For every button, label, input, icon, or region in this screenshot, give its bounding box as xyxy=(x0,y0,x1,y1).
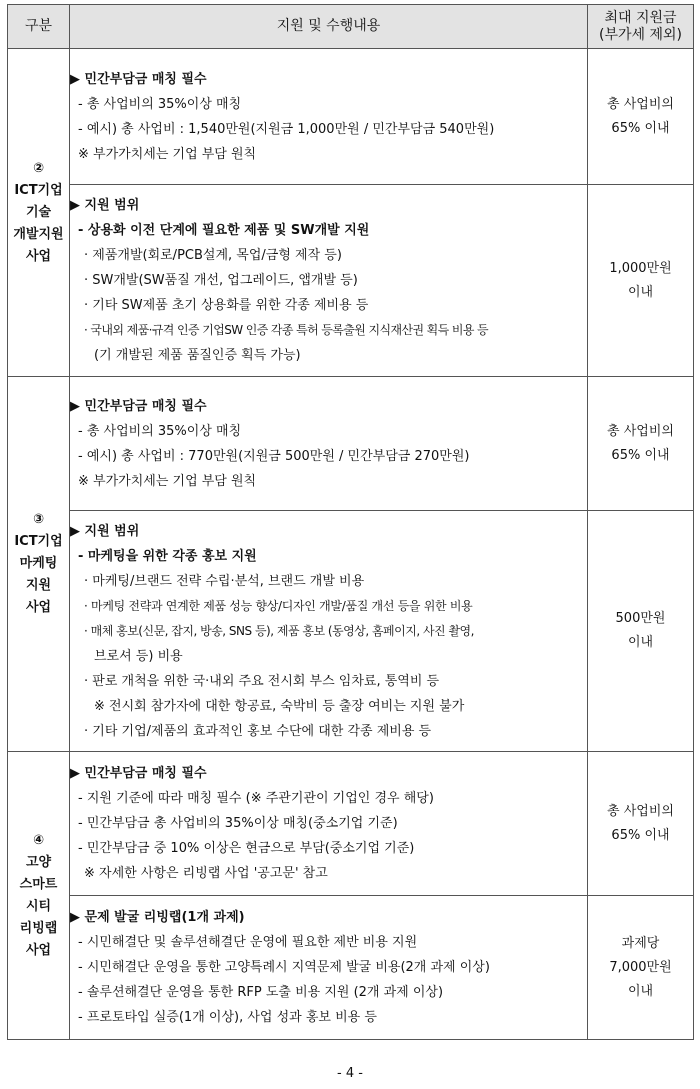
amount-line: 총 사업비의 xyxy=(607,803,674,819)
section-3-matching xyxy=(70,377,588,511)
block-title: ▶ 민간부담금 매칭 필수 xyxy=(70,398,207,414)
content-line: 브로셔 등) 비용 xyxy=(94,648,183,664)
content-line: - 예시) 총 사업비 : 770만원(지원금 500만원 / 민간부담금 270만원) xyxy=(78,448,470,464)
category-line: 마케팅 xyxy=(19,556,58,571)
header-content: 지원 및 수행내용 xyxy=(70,5,588,49)
content-line: · 매체 홍보(신문, 잡지, 방송, SNS 등), 제품 홍보 (동영상, 홈페이지, 사진 촬영, xyxy=(84,623,474,638)
category-line: 기술 xyxy=(25,204,52,220)
category-line: 지원 xyxy=(25,578,52,593)
amount-line: 65% 이내 xyxy=(611,120,670,136)
section-4-amount-a xyxy=(588,752,694,896)
section-4-livinglab xyxy=(70,896,588,1040)
category-line: 리빙랩 xyxy=(19,920,58,936)
block-title: ▶ 민간부담금 매칭 필수 xyxy=(70,71,207,87)
content-line: - 솔루션해결단 운영을 통한 RFP 도출 비용 지원 (2개 과제 이상) xyxy=(78,985,444,1000)
section-2-matching xyxy=(70,49,588,185)
content-line: - 총 사업비의 35%이상 매칭 xyxy=(78,96,242,112)
content-line: ※ 부가가치세는 기업 부담 원칙 xyxy=(78,146,257,162)
content-line: - 총 사업비의 35%이상 매칭 xyxy=(78,423,242,439)
amount-line: 이내 xyxy=(627,635,654,650)
section-number: ② xyxy=(32,160,44,176)
content-line: ※ 부가가치세는 기업 부담 원칙 xyxy=(78,473,257,489)
section-number: ④ xyxy=(32,832,44,848)
amount-line: 과제당 xyxy=(621,935,660,951)
section-4-amount-b xyxy=(588,896,694,1040)
category-line: ICT기업 xyxy=(14,534,63,549)
section-3-row-b xyxy=(8,511,694,752)
category-line: 시티 xyxy=(25,898,52,914)
block-subtitle: - 마케팅을 위한 각종 홍보 지원 xyxy=(78,548,257,564)
amount-line: 65% 이내 xyxy=(611,447,670,463)
amount-line: 이내 xyxy=(627,284,654,300)
block-title: ▶ 민간부담금 매칭 필수 xyxy=(70,766,207,781)
section-3-scope xyxy=(70,511,588,752)
amount-line: 이내 xyxy=(627,983,654,999)
content-line: · 마케팅 전략과 연계한 제품 성능 향상/디자인 개발/품질 개선 등을 위한 비용 xyxy=(84,598,473,613)
content-line: (기 개발된 제품 품질인증 획득 가능) xyxy=(94,348,301,363)
content-line: · 기타 기업/제품의 효과적인 홍보 수단에 대한 각종 제비용 등 xyxy=(84,723,432,739)
category-line: 사업 xyxy=(25,248,52,264)
section-2-category xyxy=(8,49,70,377)
content-line: · 국내외 제품·규격 인증 기업SW 인증 각종 특허 등록출원 지식재산권 획득 비용 등 xyxy=(84,323,489,337)
content-line: - 프로토타입 실증(1개 이상), 사업 성과 홍보 비용 등 xyxy=(78,1010,377,1025)
amount-line: 500만원 xyxy=(615,611,666,626)
section-4-category xyxy=(8,752,70,1040)
category-line: 개발지원 xyxy=(13,226,64,242)
content-line: - 시민해결단 운영을 통한 고양특례시 지역문제 발굴 비용(2개 과제 이상) xyxy=(78,960,490,975)
section-2-row-a xyxy=(8,49,694,185)
category-line: 사업 xyxy=(25,942,52,958)
content-line: - 지원 기준에 따라 매칭 필수 (※ 주관기관이 기업인 경우 해당) xyxy=(78,791,434,806)
section-3-row-a xyxy=(8,377,694,511)
content-line: - 민간부담금 중 10% 이상은 현금으로 부담(중소기업 기준) xyxy=(78,841,415,856)
content-line: - 시민해결단 및 솔루션해결단 운영에 필요한 제반 비용 지원 xyxy=(78,935,418,950)
section-2-scope xyxy=(70,185,588,377)
content-line: · 마케팅/브랜드 전략 수립·분석, 브랜드 개발 비용 xyxy=(84,573,365,589)
category-line: ICT기업 xyxy=(14,182,63,198)
support-table xyxy=(7,4,694,1040)
category-line: 고양 xyxy=(25,854,52,870)
section-3-amount-b xyxy=(588,511,694,752)
content-line: · 판로 개척을 위한 국·내외 주요 전시회 부스 임차료, 통역비 등 xyxy=(84,673,440,689)
amount-line: 1,000만원 xyxy=(609,260,672,276)
content-line: - 민간부담금 총 사업비의 35%이상 매칭(중소기업 기준) xyxy=(78,816,398,831)
section-4-row-b xyxy=(8,896,694,1040)
content-line: · 기타 SW제품 초기 상용화를 위한 각종 제비용 등 xyxy=(84,298,369,313)
block-title: ▶ 지원 범위 xyxy=(70,198,140,213)
content-line: · SW개발(SW품질 개선, 업그레이드, 앱개발 등) xyxy=(84,273,358,288)
section-3-amount-a xyxy=(588,377,694,511)
section-4-matching xyxy=(70,752,588,896)
header-category: 구분 xyxy=(8,5,70,49)
section-3-category xyxy=(8,377,70,752)
section-2-amount-a xyxy=(588,49,694,185)
amount-line: 총 사업비의 xyxy=(607,96,674,112)
content-line: ※ 전시회 참가자에 대한 항공료, 숙박비 등 출장 여비는 지원 불가 xyxy=(94,698,465,714)
block-subtitle: - 상용화 이전 단계에 필요한 제품 및 SW개발 지원 xyxy=(78,223,370,238)
content-line: - 예시) 총 사업비 : 1,540만원(지원금 1,000만원 / 민간부담금 540만원) xyxy=(78,121,495,137)
content-line: · 제품개발(회로/PCB설계, 목업/금형 제작 등) xyxy=(84,248,342,263)
header-max-amount xyxy=(588,5,694,49)
header-max-amount-line2: (부가세 제외) xyxy=(599,26,682,43)
header-row xyxy=(8,5,694,49)
section-2-row-b xyxy=(8,185,694,377)
category-line: 스마트 xyxy=(19,876,58,892)
category-line: 사업 xyxy=(25,600,52,615)
section-4-row-a xyxy=(8,752,694,896)
amount-line: 65% 이내 xyxy=(611,827,670,843)
block-title: ▶ 문제 발굴 리빙랩(1개 과제) xyxy=(70,910,245,925)
amount-line: 총 사업비의 xyxy=(607,423,674,439)
content-line: ※ 자세한 사항은 리빙랩 사업 '공고문' 참고 xyxy=(84,866,328,881)
page-number: - 4 - xyxy=(337,1066,363,1081)
section-number: ③ xyxy=(32,512,44,527)
section-2-amount-b xyxy=(588,185,694,377)
header-max-amount-line1: 최대 지원금 xyxy=(604,9,677,26)
block-title: ▶ 지원 범위 xyxy=(70,523,140,539)
amount-line: 7,000만원 xyxy=(609,959,672,975)
